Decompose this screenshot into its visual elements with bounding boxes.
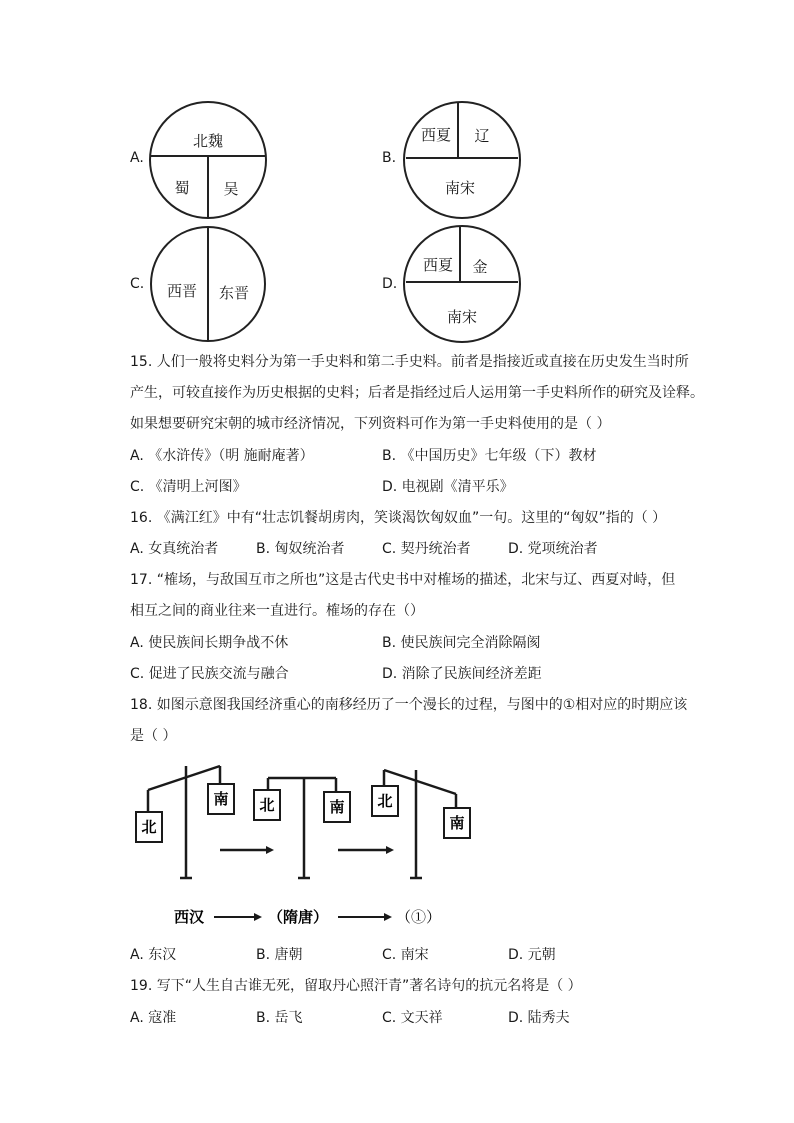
option-c: C. 《清明上河图》 xyxy=(130,479,247,495)
option-c: C. 契丹统治者 xyxy=(382,541,471,557)
box-label: 北 xyxy=(377,792,393,810)
circle-label: 蜀 xyxy=(174,179,190,197)
question-text: 18. 如图示意图我国经济重心的南移经历了一个漫长的过程，与图中的①相对应的时期应该 xyxy=(130,697,688,713)
option-d: D. 党项统治者 xyxy=(508,541,598,557)
circle-label: 南宋 xyxy=(444,179,476,197)
option-d: D. 消除了民族间经济差距 xyxy=(382,666,542,682)
option-letter: A. xyxy=(130,150,144,166)
circle-label: 吴 xyxy=(223,180,239,198)
question-text: 产生，可较直接作为历史根据的史料；后者是指经过后人运用第一手史料所作的研究及诠释。 xyxy=(130,385,704,401)
box-label: 北 xyxy=(141,818,157,836)
question-text: 16. 《满江红》中有“壮志饥餐胡虏肉，笑谈渴饮匈奴血”一句。这里的“匈奴”指的（ ） xyxy=(130,510,667,526)
option-letter: B. xyxy=(382,150,397,166)
option-letter: D. xyxy=(382,276,398,292)
option-a: A. 女真统治者 xyxy=(130,541,219,557)
question-text: 相互之间的商业往来一直进行。榷场的存在（） xyxy=(130,603,424,619)
option-a: A. 寇准 xyxy=(130,1010,177,1026)
option-letter: C. xyxy=(130,276,145,292)
circle-diagram-c xyxy=(148,224,270,346)
option-d: D. 元朝 xyxy=(508,947,556,963)
option-a: A. 东汉 xyxy=(130,947,177,963)
option-a: A. 《水浒传》（明 施耐庵著） xyxy=(130,448,314,464)
question-text: 19. 写下“人生自古谁无死，留取丹心照汗青”著名诗句的抗元名将是（ ） xyxy=(130,978,582,994)
caption-circle-one: （①） xyxy=(396,908,442,926)
question-text: 如果想要研究宋朝的城市经济情况，下列资料可作为第一手史料使用的是（ ） xyxy=(130,416,611,432)
option-c: C. 文天祥 xyxy=(382,1010,443,1026)
box-label: 南 xyxy=(449,814,465,832)
option-b: B. 岳飞 xyxy=(256,1010,303,1026)
option-b: B. 《中国历史》七年级（下）教材 xyxy=(382,448,597,464)
option-c: C. 南宋 xyxy=(382,947,429,963)
option-a: A. 使民族间长期争战不休 xyxy=(130,635,289,651)
circle-label: 金 xyxy=(472,258,488,276)
option-b: B. 唐朝 xyxy=(256,947,303,963)
question-text: 15. 人们一般将史料分为第一手史料和第二手史料。前者是指接近或直接在历史发生当时所 xyxy=(130,354,689,370)
option-b: B. 使民族间完全消除隔阂 xyxy=(382,635,541,651)
caption-suitang: （隋唐） xyxy=(268,908,329,926)
option-b: B. 匈奴统治者 xyxy=(256,541,345,557)
circle-diagram-b xyxy=(400,98,524,222)
option-c: C. 促进了民族交流与融合 xyxy=(130,666,289,682)
option-d: D. 电视剧《清平乐》 xyxy=(382,479,514,495)
box-label: 南 xyxy=(329,798,345,816)
caption-xihan: 西汉 xyxy=(174,908,205,926)
question-text: 17. “榷场，与敌国互市之所也”这是古代史书中对榷场的描述，北宋与辽、西夏对峙，但 xyxy=(130,572,676,588)
circle-diagram-a xyxy=(146,98,270,222)
question-text: 是（ ） xyxy=(130,728,177,744)
circle-label: 北魏 xyxy=(192,132,224,150)
box-label: 南 xyxy=(213,790,229,808)
circle-label: 南宋 xyxy=(446,308,478,326)
circle-diagram-d xyxy=(400,222,524,346)
circle-label: 西夏 xyxy=(420,126,452,144)
circle-label: 辽 xyxy=(474,127,490,145)
circle-label: 西晋 xyxy=(166,282,198,300)
option-d: D. 陆秀夫 xyxy=(508,1010,570,1026)
circle-label: 东晋 xyxy=(218,284,250,302)
balance-scale-diagram xyxy=(128,760,480,938)
circle-label: 西夏 xyxy=(422,256,454,274)
box-label: 北 xyxy=(259,796,275,814)
